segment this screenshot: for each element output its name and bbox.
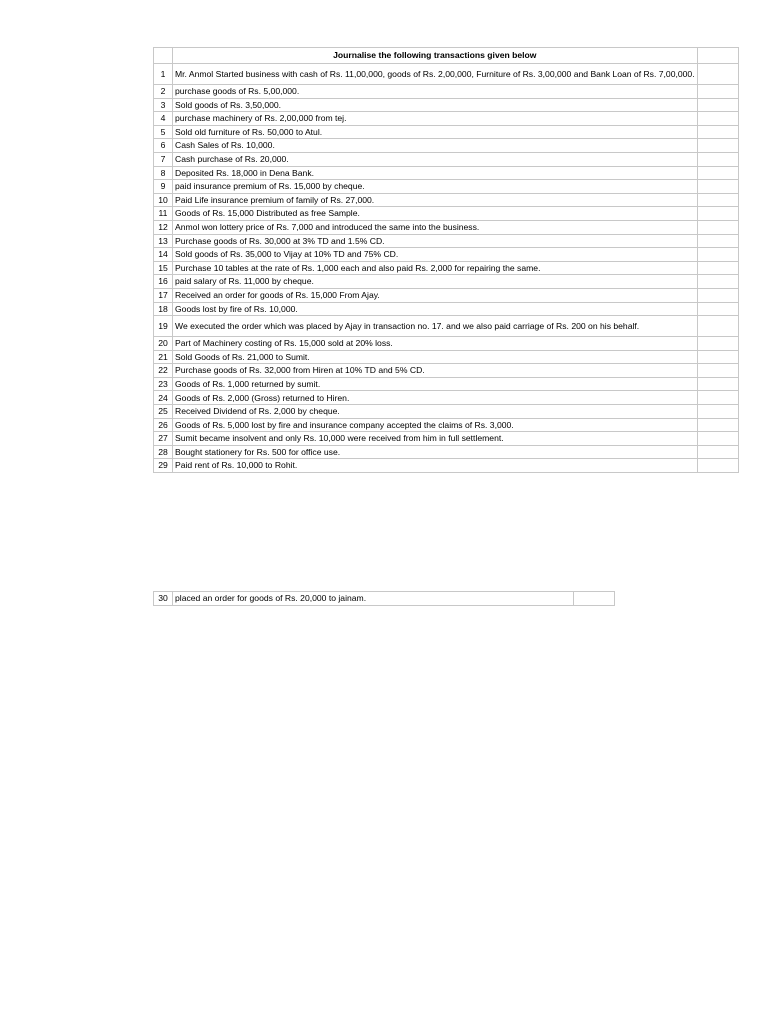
row-number[interactable]: 18	[154, 302, 173, 316]
empty-cell[interactable]	[697, 302, 738, 316]
row-number[interactable]: 30	[154, 592, 173, 606]
row-number[interactable]: 14	[154, 248, 173, 262]
row-number[interactable]: 13	[154, 234, 173, 248]
table-row	[154, 166, 739, 180]
transaction-text[interactable]: Purchase goods of Rs. 32,000 from Hiren at 10% TD and 5% CD.	[173, 364, 698, 378]
table-row	[154, 207, 739, 221]
row-number[interactable]: 28	[154, 445, 173, 459]
transaction-text[interactable]: Part of Machinery costing of Rs. 15,000 sold at 20% loss.	[173, 337, 698, 351]
empty-cell[interactable]	[697, 112, 738, 126]
empty-cell[interactable]	[697, 234, 738, 248]
transaction-text[interactable]: Goods of Rs. 15,000 Distributed as free Sample.	[173, 207, 698, 221]
empty-cell[interactable]	[697, 418, 738, 432]
transaction-text[interactable]: Sold goods of Rs. 35,000 to Vijay at 10% TD and 75% CD.	[173, 248, 698, 262]
empty-cell[interactable]	[697, 166, 738, 180]
row-number[interactable]: 22	[154, 364, 173, 378]
row-number[interactable]: 1	[154, 64, 173, 85]
transaction-text[interactable]: Sold goods of Rs. 3,50,000.	[173, 98, 698, 112]
empty-cell[interactable]	[697, 405, 738, 419]
empty-cell[interactable]	[697, 193, 738, 207]
row-number[interactable]: 9	[154, 180, 173, 194]
transaction-text[interactable]: Purchase 10 tables at the rate of Rs. 1,000 each and also paid Rs. 2,000 for repairing the same.	[173, 261, 698, 275]
title-empty-cell[interactable]	[697, 48, 738, 64]
table-row	[154, 432, 739, 446]
table-row	[154, 459, 739, 473]
row-number[interactable]: 8	[154, 166, 173, 180]
table-row	[154, 64, 739, 85]
empty-cell[interactable]	[697, 391, 738, 405]
table-row	[154, 234, 739, 248]
table-row	[154, 316, 739, 337]
table-row	[154, 193, 739, 207]
table-row	[154, 592, 615, 606]
empty-cell[interactable]	[697, 207, 738, 221]
row-number[interactable]: 11	[154, 207, 173, 221]
title-row	[154, 48, 739, 64]
empty-cell[interactable]	[697, 64, 738, 85]
transaction-text[interactable]: Deposited Rs. 18,000 in Dena Bank.	[173, 166, 698, 180]
transaction-text[interactable]: Purchase goods of Rs. 30,000 at 3% TD and 1.5% CD.	[173, 234, 698, 248]
table-row	[154, 288, 739, 302]
empty-cell[interactable]	[697, 261, 738, 275]
row-number[interactable]: 29	[154, 459, 173, 473]
table-row	[154, 377, 739, 391]
empty-cell[interactable]	[697, 248, 738, 262]
transaction-text[interactable]: purchase goods of Rs. 5,00,000.	[173, 85, 698, 99]
table-row	[154, 405, 739, 419]
empty-cell[interactable]	[697, 432, 738, 446]
row-number[interactable]: 21	[154, 350, 173, 364]
table-row	[154, 364, 739, 378]
transaction-text[interactable]: purchase machinery of Rs. 2,00,000 from tej.	[173, 112, 698, 126]
row-number[interactable]: 3	[154, 98, 173, 112]
transaction-text[interactable]: Anmol won lottery price of Rs. 7,000 and introduced the same into the business.	[173, 220, 698, 234]
row-number[interactable]: 23	[154, 377, 173, 391]
row-number[interactable]: 17	[154, 288, 173, 302]
row-number[interactable]: 19	[154, 316, 173, 337]
empty-cell[interactable]	[697, 139, 738, 153]
transaction-text[interactable]: Sold old furniture of Rs. 50,000 to Atul.	[173, 125, 698, 139]
transaction-text[interactable]: Cash Sales of Rs. 10,000.	[173, 139, 698, 153]
table-row	[154, 418, 739, 432]
empty-cell[interactable]	[697, 445, 738, 459]
empty-cell[interactable]	[697, 152, 738, 166]
empty-cell[interactable]	[697, 350, 738, 364]
row-number[interactable]: 16	[154, 275, 173, 289]
transaction-text[interactable]: paid insurance premium of Rs. 15,000 by cheque.	[173, 180, 698, 194]
row-number[interactable]: 12	[154, 220, 173, 234]
row-number[interactable]: 27	[154, 432, 173, 446]
row-number[interactable]: 7	[154, 152, 173, 166]
table-row	[154, 220, 739, 234]
empty-cell[interactable]	[697, 316, 738, 337]
empty-cell[interactable]	[697, 364, 738, 378]
empty-cell[interactable]	[697, 98, 738, 112]
transaction-text[interactable]: paid salary of Rs. 11,000 by cheque.	[173, 275, 698, 289]
table-row	[154, 85, 739, 99]
sheet-title[interactable]: Journalise the following transactions given below	[173, 48, 698, 64]
table-row	[154, 275, 739, 289]
table-row	[154, 391, 739, 405]
empty-cell[interactable]	[697, 85, 738, 99]
extra-transaction-table	[153, 591, 615, 606]
table-row	[154, 302, 739, 316]
transaction-text[interactable]: Paid Life insurance premium of family of Rs. 27,000.	[173, 193, 698, 207]
transaction-text[interactable]: Received an order for goods of Rs. 15,000 From Ajay.	[173, 288, 698, 302]
row-number[interactable]: 4	[154, 112, 173, 126]
table-row	[154, 337, 739, 351]
empty-cell[interactable]	[697, 220, 738, 234]
row-number[interactable]: 24	[154, 391, 173, 405]
table-row	[154, 98, 739, 112]
row-number[interactable]: 15	[154, 261, 173, 275]
empty-cell[interactable]	[697, 125, 738, 139]
empty-cell[interactable]	[697, 337, 738, 351]
empty-cell[interactable]	[697, 377, 738, 391]
table-row	[154, 139, 739, 153]
table-row	[154, 350, 739, 364]
empty-cell[interactable]	[574, 592, 615, 606]
row-number[interactable]: 10	[154, 193, 173, 207]
transaction-text[interactable]: Sumit became insolvent and only Rs. 10,000 were received from him in full settlement.	[173, 432, 698, 446]
row-number[interactable]: 2	[154, 85, 173, 99]
transaction-text[interactable]: We executed the order which was placed by Ajay in transaction no. 17. and we also paid carriage of Rs. 200 on his behalf.	[173, 316, 698, 337]
transaction-text[interactable]: Sold Goods of Rs. 21,000 to Sumit.	[173, 350, 698, 364]
transaction-text[interactable]: Cash purchase of Rs. 20,000.	[173, 152, 698, 166]
table-row	[154, 180, 739, 194]
row-number[interactable]: 5	[154, 125, 173, 139]
empty-cell[interactable]	[697, 288, 738, 302]
transaction-text[interactable]: Bought stationery for Rs. 500 for office use.	[173, 445, 698, 459]
transaction-text[interactable]: Received Dividend of Rs. 2,000 by cheque.	[173, 405, 698, 419]
row-number[interactable]: 20	[154, 337, 173, 351]
row-number[interactable]: 26	[154, 418, 173, 432]
transaction-text[interactable]: placed an order for goods of Rs. 20,000 to jainam.	[173, 592, 574, 606]
empty-cell[interactable]	[697, 459, 738, 473]
transaction-text[interactable]: Goods of Rs. 2,000 (Gross) returned to Hiren.	[173, 391, 698, 405]
transaction-text[interactable]: Mr. Anmol Started business with cash of Rs. 11,00,000, goods of Rs. 2,00,000, Furniture of Rs. 3,00,000 and Bank Loan of Rs. 7,00,000.	[173, 64, 698, 85]
transactions-table	[153, 47, 739, 473]
table-row	[154, 125, 739, 139]
table-row	[154, 261, 739, 275]
table-row	[154, 248, 739, 262]
transaction-text[interactable]: Paid rent of Rs. 10,000 to Rohit.	[173, 459, 698, 473]
transaction-text[interactable]: Goods of Rs. 1,000 returned by sumit.	[173, 377, 698, 391]
empty-cell[interactable]	[697, 180, 738, 194]
row-number[interactable]: 25	[154, 405, 173, 419]
transaction-text[interactable]: Goods lost by fire of Rs. 10,000.	[173, 302, 698, 316]
transaction-text[interactable]: Goods of Rs. 5,000 lost by fire and insurance company accepted the claims of Rs. 3,000.	[173, 418, 698, 432]
table-row	[154, 152, 739, 166]
row-number[interactable]: 6	[154, 139, 173, 153]
title-blank-cell[interactable]	[154, 48, 173, 64]
table-row	[154, 112, 739, 126]
table-row	[154, 445, 739, 459]
empty-cell[interactable]	[697, 275, 738, 289]
